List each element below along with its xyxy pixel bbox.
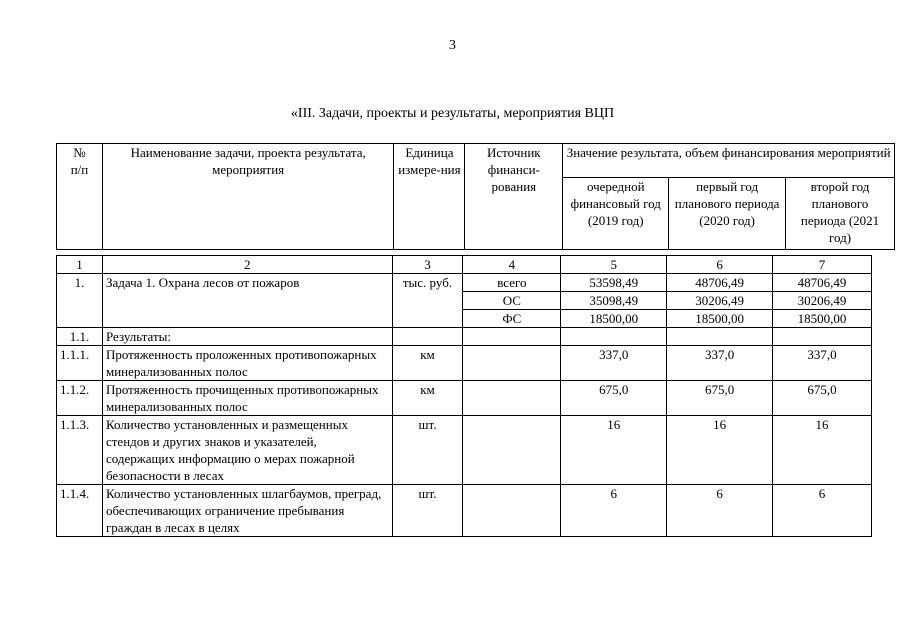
column-number: 6: [667, 256, 773, 274]
funding-value: 18500,00: [667, 310, 773, 328]
header-num: № п/п: [57, 144, 103, 250]
empty-cell: [667, 328, 773, 346]
result-unit: шт.: [392, 485, 463, 537]
result-value: 337,0: [773, 346, 872, 381]
results-label: Результаты:: [102, 328, 392, 346]
column-numbers-row: [57, 256, 872, 274]
funding-value: 18500,00: [561, 310, 667, 328]
result-source: [463, 346, 561, 381]
empty-cell: [773, 328, 872, 346]
header-table: [56, 143, 895, 250]
task-row: [57, 274, 872, 292]
result-name: Количество установленных и размещенных стендов и других знаков и указателей, содержащих информацию о мерах пожарной безопасности в лесах: [102, 416, 392, 485]
result-value: 675,0: [561, 381, 667, 416]
result-name: Протяженность проложенных противопожарных минерализованных полос: [102, 346, 392, 381]
funding-value: 30206,49: [667, 292, 773, 310]
funding-source: всего: [463, 274, 561, 292]
data-table: [56, 255, 872, 537]
funding-source: ФС: [463, 310, 561, 328]
result-value: 337,0: [667, 346, 773, 381]
result-num: 1.1.4.: [57, 485, 103, 537]
result-value: 16: [561, 416, 667, 485]
result-num: 1.1.2.: [57, 381, 103, 416]
empty-cell: [561, 328, 667, 346]
column-number: 7: [773, 256, 872, 274]
header-year-3: второй год планового периода (2021 год): [786, 178, 895, 250]
header-year-1: очередной финансовый год (2019 год): [563, 178, 669, 250]
results-header-row: [57, 328, 872, 346]
column-number: 3: [392, 256, 463, 274]
header-name: Наименование задачи, проекта результата, мероприятия: [102, 144, 394, 250]
funding-value: 53598,49: [561, 274, 667, 292]
empty-cell: [392, 328, 463, 346]
result-row: [57, 485, 872, 537]
funding-value: 35098,49: [561, 292, 667, 310]
column-number: 1: [57, 256, 103, 274]
page-number: 3: [449, 38, 456, 53]
header-unit: Единица измере-ния: [394, 144, 465, 250]
column-number: 2: [102, 256, 392, 274]
result-value: 16: [667, 416, 773, 485]
result-value: 6: [561, 485, 667, 537]
results-num: 1.1.: [57, 328, 103, 346]
funding-value: 30206,49: [773, 292, 872, 310]
result-unit: км: [392, 346, 463, 381]
column-number: 4: [463, 256, 561, 274]
result-row: [57, 416, 872, 485]
empty-cell: [463, 328, 561, 346]
result-row: [57, 381, 872, 416]
task-num: 1.: [57, 274, 103, 328]
result-source: [463, 381, 561, 416]
header-year-2: первый год планового периода (2020 год): [669, 178, 786, 250]
result-value: 6: [667, 485, 773, 537]
header-source: Источник финанси-рования: [465, 144, 563, 250]
funding-source: ОС: [463, 292, 561, 310]
funding-value: 48706,49: [667, 274, 773, 292]
result-name: Протяженность прочищенных противопожарных минерализованных полос: [102, 381, 392, 416]
result-source: [463, 485, 561, 537]
result-value: 16: [773, 416, 872, 485]
result-unit: шт.: [392, 416, 463, 485]
task-name: Задача 1. Охрана лесов от пожаров: [102, 274, 392, 328]
result-value: 675,0: [667, 381, 773, 416]
result-unit: км: [392, 381, 463, 416]
result-source: [463, 416, 561, 485]
result-num: 1.1.3.: [57, 416, 103, 485]
section-title: «III. Задачи, проекты и результаты, мероприятия ВЦП: [290, 106, 615, 121]
result-row: [57, 346, 872, 381]
header-value-group: Значение результата, объем финансирования мероприятий: [563, 144, 895, 178]
funding-value: 18500,00: [773, 310, 872, 328]
result-value: 337,0: [561, 346, 667, 381]
result-value: 6: [773, 485, 872, 537]
column-number: 5: [561, 256, 667, 274]
result-name: Количество установленных шлагбаумов, преград, обеспечивающих ограничение пребывания граждан в лесах в целях: [102, 485, 392, 537]
result-value: 675,0: [773, 381, 872, 416]
result-num: 1.1.1.: [57, 346, 103, 381]
task-unit: тыс. руб.: [392, 274, 463, 328]
funding-value: 48706,49: [773, 274, 872, 292]
